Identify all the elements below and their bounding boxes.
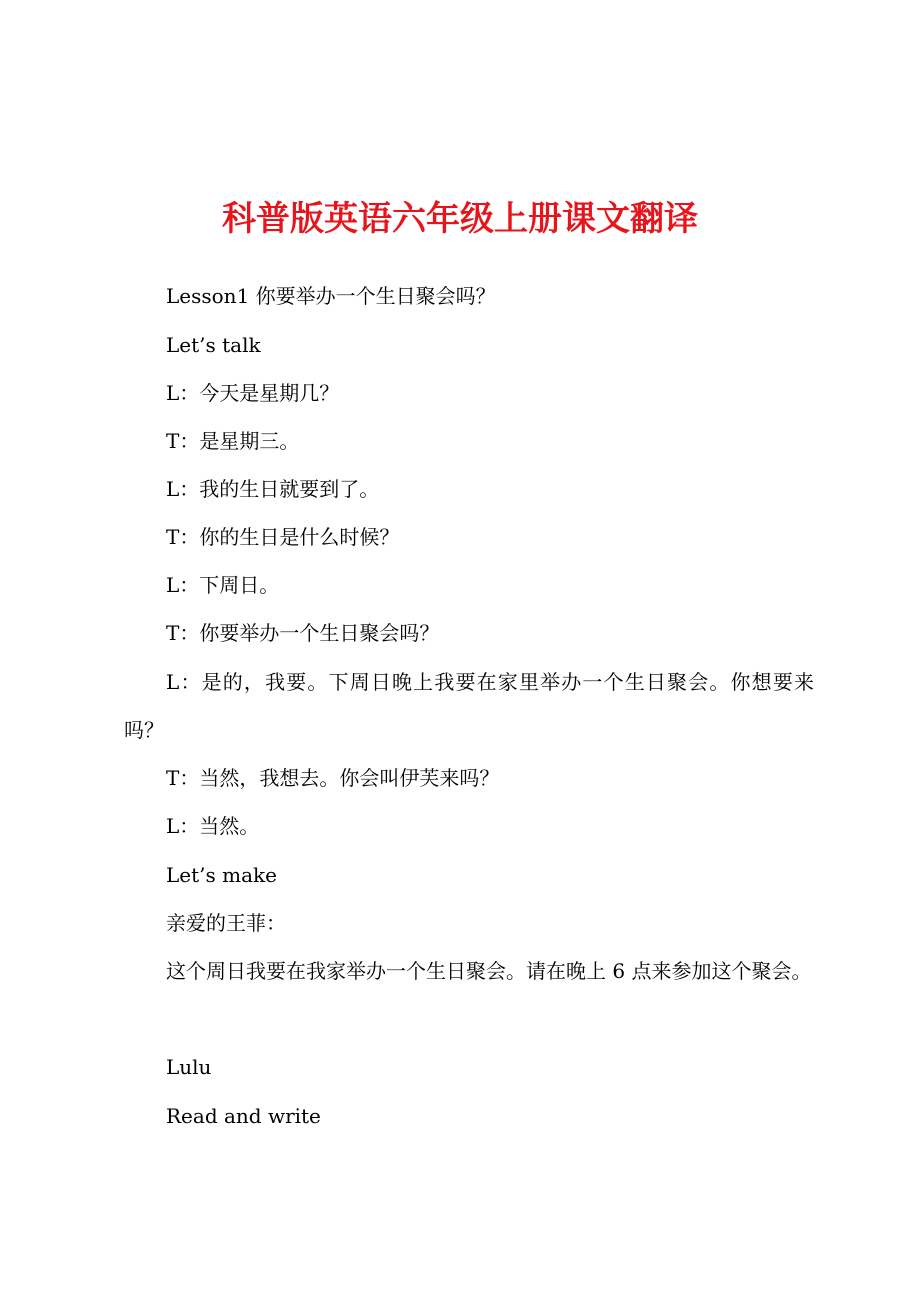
text-line: T：你的生日是什么时候？ — [166, 525, 400, 549]
text-paragraph: L：是的，我要。下周日晚上我要在家里举办一个生日聚会。你想要来吗？ — [124, 670, 814, 742]
text-line: L：当然。 — [166, 814, 260, 838]
text-line: L：下周日。 — [166, 573, 280, 597]
document-title: 科普版英语六年级上册课文翻译 — [222, 199, 698, 239]
text-line: L：今天是星期几？ — [166, 381, 340, 405]
text-line: Read and write — [166, 1104, 321, 1128]
text-line: T：是星期三。 — [166, 429, 300, 453]
text-line: Let’s talk — [166, 333, 261, 357]
text-line: T：你要举办一个生日聚会吗？ — [166, 621, 440, 645]
text-line: 亲爱的王菲： — [166, 911, 286, 935]
text-line: Lulu — [166, 1055, 212, 1079]
text-line: L：我的生日就要到了。 — [166, 477, 380, 501]
text-paragraph: 这个周日我要在我家举办一个生日聚会。请在晚上 6 点来参加这个聚会。 — [166, 959, 812, 983]
text-line: T：当然，我想去。你会叫伊芙来吗？ — [166, 766, 500, 790]
text-line: Let’s make — [166, 863, 277, 887]
text-line: Lesson1 你要举办一个生日聚会吗？ — [166, 284, 496, 308]
